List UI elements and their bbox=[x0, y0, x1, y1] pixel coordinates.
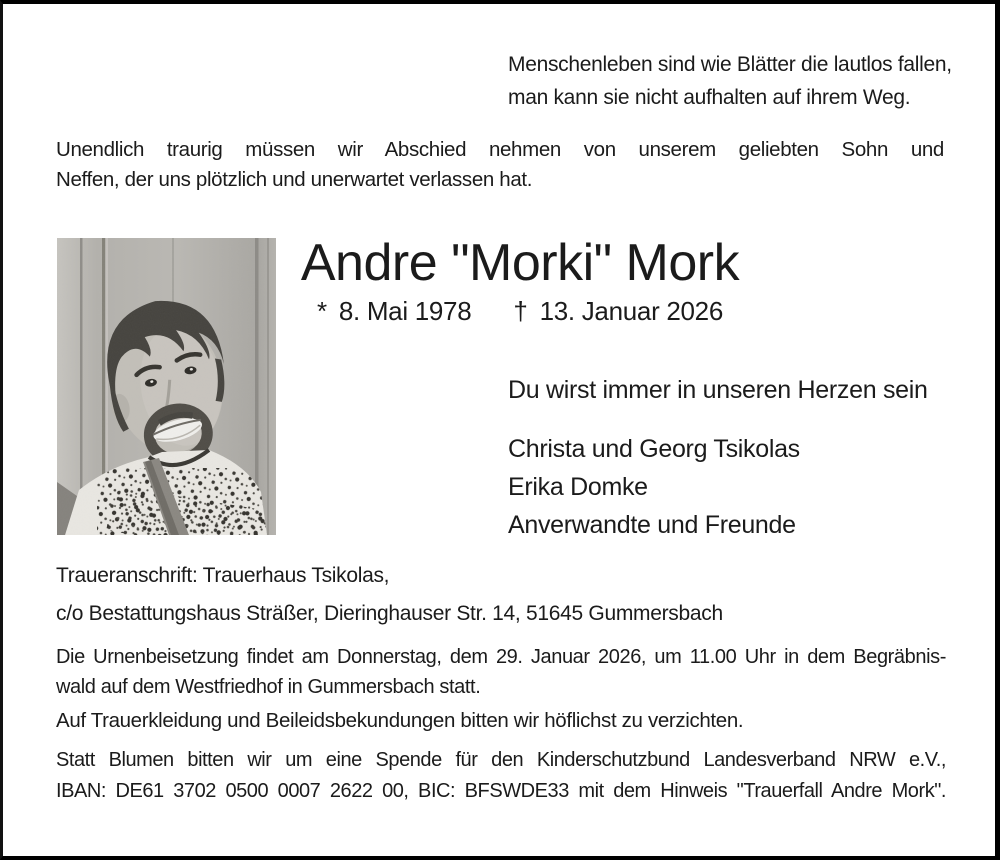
mourner-line: Erika Domke bbox=[508, 473, 648, 501]
donation-note bbox=[56, 745, 946, 807]
mourning-address bbox=[56, 557, 723, 633]
birth-date: 8. Mai 1978 bbox=[338, 296, 472, 326]
epigraph-line-2: man kann sie nicht aufhalten auf ihrem Weg. bbox=[508, 86, 911, 109]
mourning-address-line-1: Traueranschrift: Trauerhaus Tsikolas, bbox=[56, 564, 390, 587]
donation-line-1: Statt Blumen bitten wir um eine Spende für den Kinderschutzbund Landesverband NRW e.V., bbox=[56, 749, 946, 771]
birth-star-icon: * bbox=[316, 296, 327, 326]
epigraph-line-1: Menschenleben sind wie Blätter die lautlos fallen, bbox=[508, 53, 952, 76]
intro-line-2: Neffen, der uns plötzlich und unerwartet verlassen hat. bbox=[56, 168, 533, 191]
farewell-line: Du wirst immer in unseren Herzen sein bbox=[508, 376, 928, 404]
mourners-list bbox=[508, 430, 800, 544]
death-cross-icon: † bbox=[513, 296, 528, 326]
burial-info-line-2: wald auf dem Westfriedhof in Gummersbach statt. bbox=[56, 676, 481, 698]
portrait-photo-graphic bbox=[57, 238, 276, 535]
intro-paragraph bbox=[56, 135, 944, 195]
burial-info bbox=[56, 642, 946, 702]
mourner-line: Anverwandte und Freunde bbox=[508, 511, 796, 539]
epigraph bbox=[508, 48, 952, 114]
burial-info-line-1: Die Urnenbeisetzung findet am Donnerstag, dem 29. Januar 2026, um 11.00 Uhr in dem Begräbnis- bbox=[56, 646, 946, 668]
condolence-note: Auf Trauerkleidung und Beileidsbekundungen bitten wir höflichst zu verzichten. bbox=[56, 709, 744, 732]
donation-line-2: IBAN: DE61 3702 0500 0007 2622 00, BIC: BFSWDE33 mit dem Hinweis "Trauerfall Andre Mork". bbox=[56, 780, 946, 802]
portrait-photo bbox=[57, 238, 276, 535]
mourning-address-line-2: c/o Bestattungshaus Sträßer, Dieringhauser Str. 14, 51645 Gummersbach bbox=[56, 602, 723, 625]
mourner-line: Christa und Georg Tsikolas bbox=[508, 435, 800, 463]
deceased-name: Andre "Morki" Mork bbox=[300, 234, 740, 292]
death-date: 13. Januar 2026 bbox=[539, 296, 723, 326]
intro-line-1: Unendlich traurig müssen wir Abschied nehmen von unserem geliebten Sohn und bbox=[56, 138, 944, 161]
life-dates bbox=[268, 296, 772, 327]
